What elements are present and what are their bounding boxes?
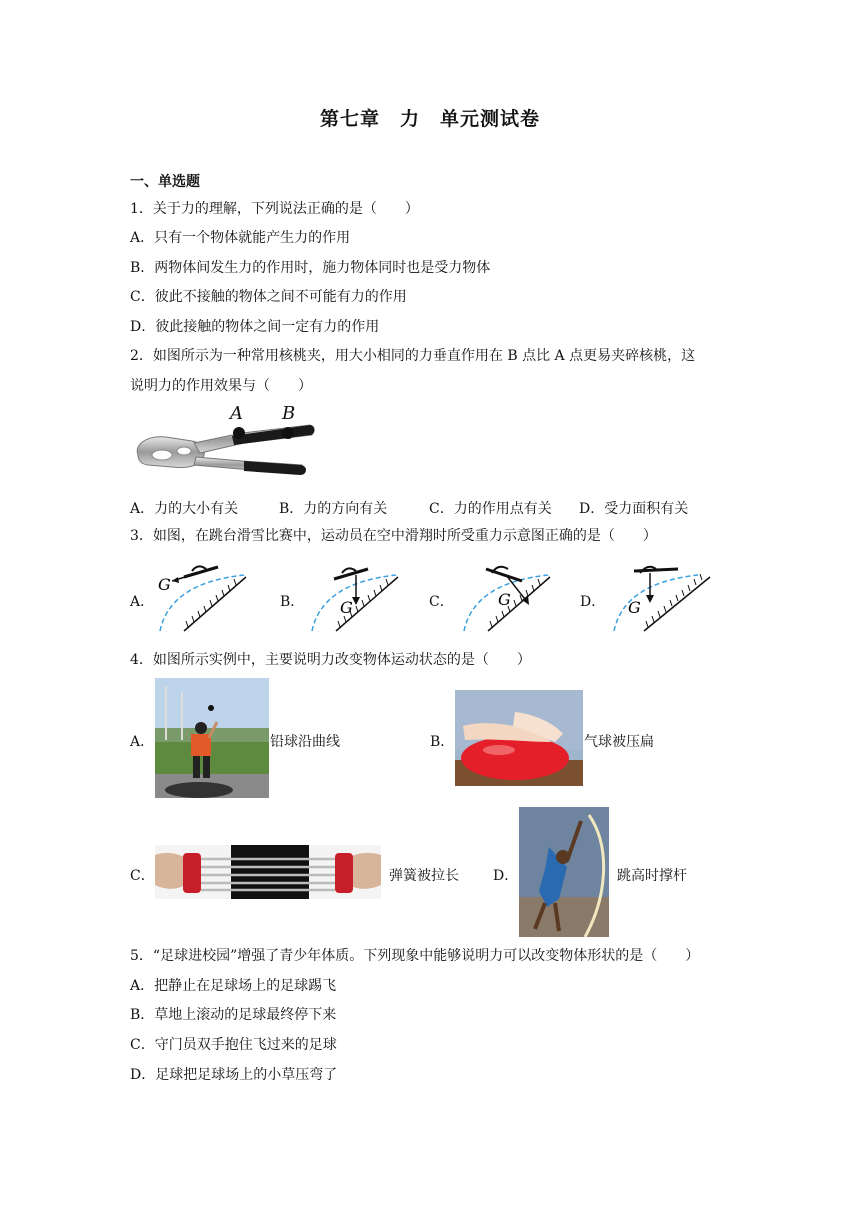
q3-option-d: D． bbox=[580, 594, 606, 610]
q4-stem: 4．如图所示实例中，主要说明力改变物体运动状态的是（ ） bbox=[130, 652, 531, 668]
q4-option-c-caption: 弹簧被拉长 bbox=[389, 868, 459, 884]
q5-option-d: D．足球把足球场上的小草压弯了 bbox=[130, 1067, 338, 1083]
nutcracker-figure bbox=[132, 403, 316, 483]
q4-option-b-letter: B． bbox=[430, 734, 455, 750]
q1-option-d: D．彼此接触的物体之间一定有力的作用 bbox=[130, 319, 380, 335]
q5-option-b: B．草地上滚动的足球最终停下来 bbox=[130, 1007, 337, 1023]
q2-stem-line2: 说明力的作用效果与（ ） bbox=[130, 378, 312, 394]
q5-option-a: A．把静止在足球场上的足球踢飞 bbox=[130, 978, 337, 994]
point-b-label: B bbox=[282, 403, 296, 424]
q4-option-c-letter: C． bbox=[130, 868, 155, 884]
q4-option-d-caption: 跳高时撑杆 bbox=[617, 868, 687, 884]
point-a-label: A bbox=[230, 403, 243, 424]
q4-option-a-caption: 铅球沿曲线 bbox=[270, 734, 340, 750]
spring-expander-photo bbox=[155, 845, 381, 899]
q5-option-c: C．守门员双手抱住飞过来的足球 bbox=[130, 1037, 337, 1053]
shot-put-photo bbox=[155, 678, 269, 798]
ski-jump-figure-a bbox=[152, 561, 252, 633]
balloon-photo bbox=[455, 690, 583, 786]
ski-jump-figure-b bbox=[304, 561, 404, 633]
gravity-label-b: G bbox=[340, 598, 353, 617]
q1-option-a: A．只有一个物体就能产生力的作用 bbox=[130, 230, 351, 246]
q3-option-b: B． bbox=[280, 594, 305, 610]
q2-option-a: A．力的大小有关 bbox=[130, 501, 239, 517]
ski-jump-figure-d bbox=[606, 561, 712, 633]
section-heading: 一、单选题 bbox=[130, 174, 200, 190]
pole-vault-photo bbox=[519, 807, 609, 937]
gravity-label-a: G bbox=[158, 575, 171, 594]
q4-option-a-letter: A． bbox=[130, 734, 155, 750]
q5-stem: 5．“足球进校园”增强了青少年体质。下列现象中能够说明力可以改变物体形状的是（ ） bbox=[130, 948, 700, 964]
q2-option-b: B．力的方向有关 bbox=[279, 501, 388, 517]
q1-stem: 1．关于力的理解，下列说法正确的是（ ） bbox=[130, 201, 419, 217]
q2-option-c: C．力的作用点有关 bbox=[429, 501, 552, 517]
page-title: 第七章 力 单元测试卷 bbox=[319, 108, 540, 130]
q3-option-a: A． bbox=[130, 594, 155, 610]
q3-stem: 3．如图，在跳台滑雪比赛中，运动员在空中滑翔时所受重力示意图正确的是（ ） bbox=[130, 528, 657, 544]
q1-option-b: B．两物体间发生力的作用时，施力物体同时也是受力物体 bbox=[130, 260, 491, 276]
ski-jump-figure-c bbox=[456, 561, 556, 633]
q1-option-c: C．彼此不接触的物体之间不可能有力的作用 bbox=[130, 289, 407, 305]
q4-option-d-letter: D． bbox=[493, 868, 519, 884]
q2-option-d: D．受力面积有关 bbox=[579, 501, 689, 517]
gravity-label-d: G bbox=[628, 598, 641, 617]
gravity-label-c: G bbox=[498, 590, 511, 609]
q3-option-c: C． bbox=[429, 594, 454, 610]
q2-stem-line1: 2．如图所示为一种常用核桃夹，用大小相同的力垂直作用在 B 点比 A 点更易夹碎核桃，这 bbox=[130, 348, 696, 364]
q4-option-b-caption: 气球被压扁 bbox=[584, 734, 654, 750]
